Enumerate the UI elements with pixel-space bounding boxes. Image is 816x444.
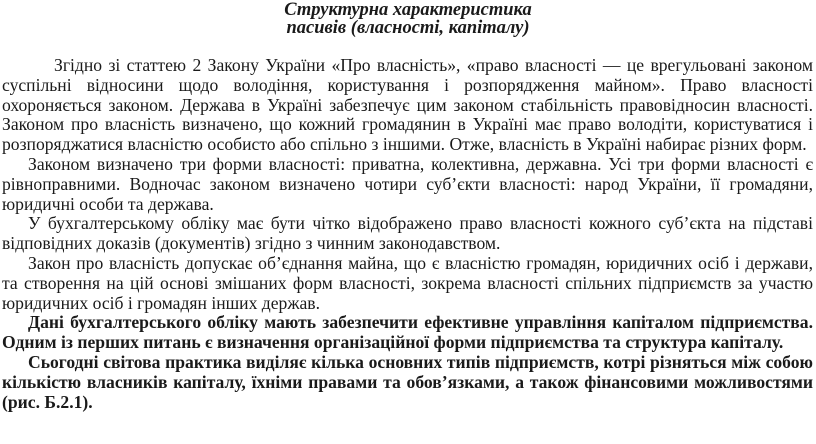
heading-line-1: Структурна характеристика bbox=[284, 0, 532, 20]
paragraph-capital-management: Дані бухгалтерського обліку мають забезпечити ефективне управління капіталом підприємства. Одним із перших питань є визначення організаційної форми підприємства та структура капіталу. bbox=[2, 312, 813, 353]
paragraph-mixed-ownership: Закон про власність допускає об’єднання майна, що є власністю громадян, юридичних осіб і держави, та створення на цій основі змішаних форм власності, зокрема власності спільних підприємств за участю юридичних осіб і громадян інших держав. bbox=[2, 252, 813, 313]
heading-line-2: пасивів (власності, капіталу) bbox=[286, 18, 530, 38]
paragraph-accounting-rights: У бухгалтерському обліку має бути чітко відображено право власності кожного суб’єкта на підставі відповідних доказів (документів) згідно з чинним законодавством. bbox=[2, 213, 813, 254]
document-body bbox=[2, 56, 813, 412]
document-heading bbox=[0, 0, 816, 37]
paragraph-ownership-law: Згідно зі статтею 2 Закону України «Про власність», «право власності — це врегульовані законом суспільні відносини щодо володіння, користування і розпорядження майном». Право власності охороняється законом. Держава в Україні забезпечує цим законом стабільність правовідносин власності. Законом про власність визначено, що кожний громадянин в Україні має право володіти, користуватися і розпоряджатися власністю особисто або спільно з іншими. Отже, власність в Україні набирає різних форм. bbox=[2, 55, 813, 155]
paragraph-enterprise-types: Сьогодні світова практика виділяє кілька основних типів підприємств, котрі різняться між собою кількістю власників капіталу, їхніми правами та обов’язками, а також фінансовими можливостями (рис. Б.2.1). bbox=[2, 351, 813, 412]
paragraph-forms-of-ownership: Законом визначено три форми власності: приватна, колективна, державна. Усі три форми власності є рівноправними. Водночас законом визначено чотири суб’єкти власності: народ України, її громадяни, юридичні особи та держава. bbox=[2, 153, 813, 214]
